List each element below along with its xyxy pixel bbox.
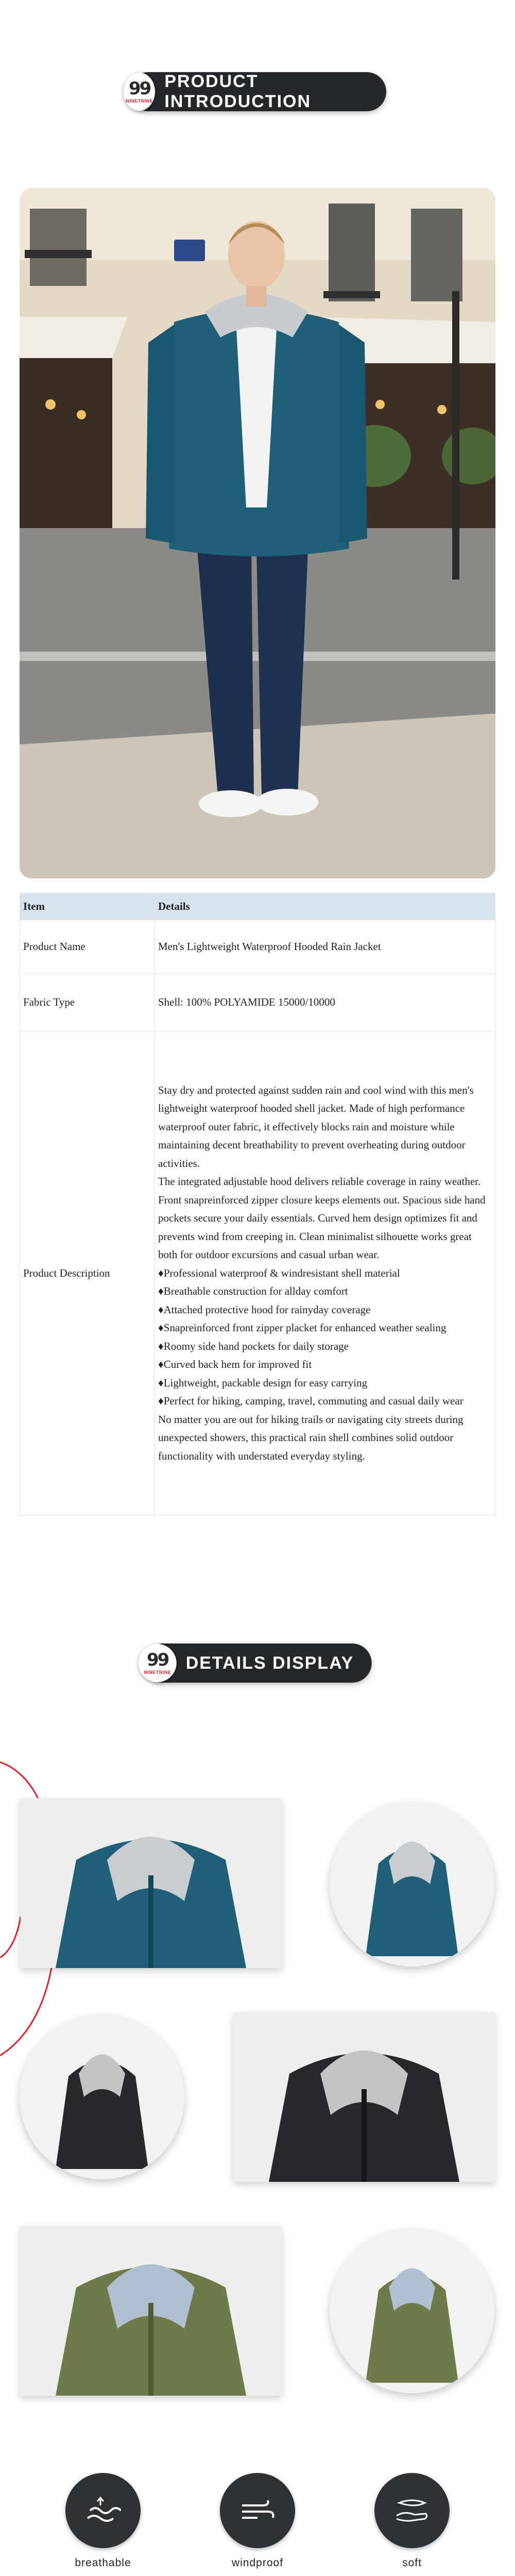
brand-logo <box>124 73 155 111</box>
header-details: Details <box>155 893 495 920</box>
header-item: Item <box>20 893 155 920</box>
feature-label: breathable <box>75 2557 131 2569</box>
hero-model-photo <box>20 188 495 878</box>
feather-hand-icon <box>374 2473 450 2548</box>
olive-jacket-detail-photo <box>20 2226 282 2396</box>
brand-logo <box>139 1644 177 1682</box>
description-line: ♦Lightweight, packable design for easy carrying <box>158 1376 368 1389</box>
description-line: The integrated adjustable hood delivers reliable coverage in rainy weather. Front snapreinforced zipper closure keeps elements out. Spacious side hand pockets secure your daily essentials. Curved hem design optimizes fit and prevents wind from creeping in. Clean minimalist silhouette works great both for outdoor excursions and casual urban wear. <box>158 1175 486 1261</box>
feature-windproof <box>206 2473 309 2570</box>
feature-label: windproof <box>231 2557 284 2569</box>
feature-soft <box>360 2473 464 2570</box>
product-name-value: Men's Lightweight Waterproof Hooded Rain Jacket <box>155 920 495 974</box>
details-section-title: DETAILS DISPLAY <box>185 1653 354 1673</box>
logo-number: 99 <box>147 1650 168 1670</box>
black-jacket-circle-photo <box>20 2014 184 2179</box>
logo-number: 99 <box>129 78 150 99</box>
product-description-label: Product Description <box>20 1031 155 1516</box>
description-line: ♦Roomy side hand pockets for daily storage <box>158 1340 349 1352</box>
description-line: ♦Attached protective hood for rainyday coverage <box>158 1303 371 1316</box>
feature-breathable <box>52 2473 154 2570</box>
description-line: ♦Snapreinforced front zipper placket for enhanced weather sealing <box>158 1321 447 1334</box>
details-section-header <box>144 1643 372 1683</box>
description-line: ♦Professional waterproof & windresistant shell material <box>158 1266 400 1279</box>
product-name-label: Product Name <box>20 920 155 974</box>
intro-section-title: PRODUCT INTRODUCTION <box>164 72 312 111</box>
description-line: ♦Breathable construction for allday comfort <box>158 1285 348 1298</box>
teal-jacket-detail-photo <box>20 1798 282 1968</box>
spec-table <box>20 893 495 1516</box>
waves-icon <box>65 2473 141 2548</box>
table-row <box>20 1031 495 1516</box>
intro-section-header <box>126 72 386 111</box>
logo-brand: NINETNINE <box>144 1670 171 1675</box>
feature-label: soft <box>402 2557 422 2569</box>
table-row <box>20 974 495 1031</box>
product-description-value <box>155 1031 495 1516</box>
description-line: ♦Perfect for hiking, camping, travel, commuting and casual daily wear <box>158 1395 464 1408</box>
description-line: Stay dry and protected against sudden rain and cool wind with this men's lightweight waterproof hooded shell jacket. Made of high performance waterproof outer fabric, it effectively blocks rain and moisture while maintaining decent breathability to prevent overheating during outdoor activities. <box>158 1083 474 1170</box>
logo-brand: NINETNINE <box>126 98 153 104</box>
description-line: No matter you are out for hiking trails or navigating city streets during unexpected showers, this practical rain shell combines solid outdoor functionality with understated everyday styling. <box>158 1413 464 1462</box>
black-jacket-detail-photo <box>233 2012 495 2182</box>
teal-jacket-circle-photo <box>330 1802 494 1967</box>
spec-table-header <box>20 893 495 920</box>
wind-icon <box>220 2473 295 2548</box>
olive-jacket-circle-photo <box>330 2228 494 2393</box>
decorative-red-arc <box>0 1917 21 1958</box>
table-row <box>20 920 495 974</box>
fabric-type-value: Shell: 100% POLYAMIDE 15000/10000 <box>155 974 495 1031</box>
description-line: ♦Curved back hem for improved fit <box>158 1358 312 1371</box>
fabric-type-label: Fabric Type <box>20 974 155 1031</box>
